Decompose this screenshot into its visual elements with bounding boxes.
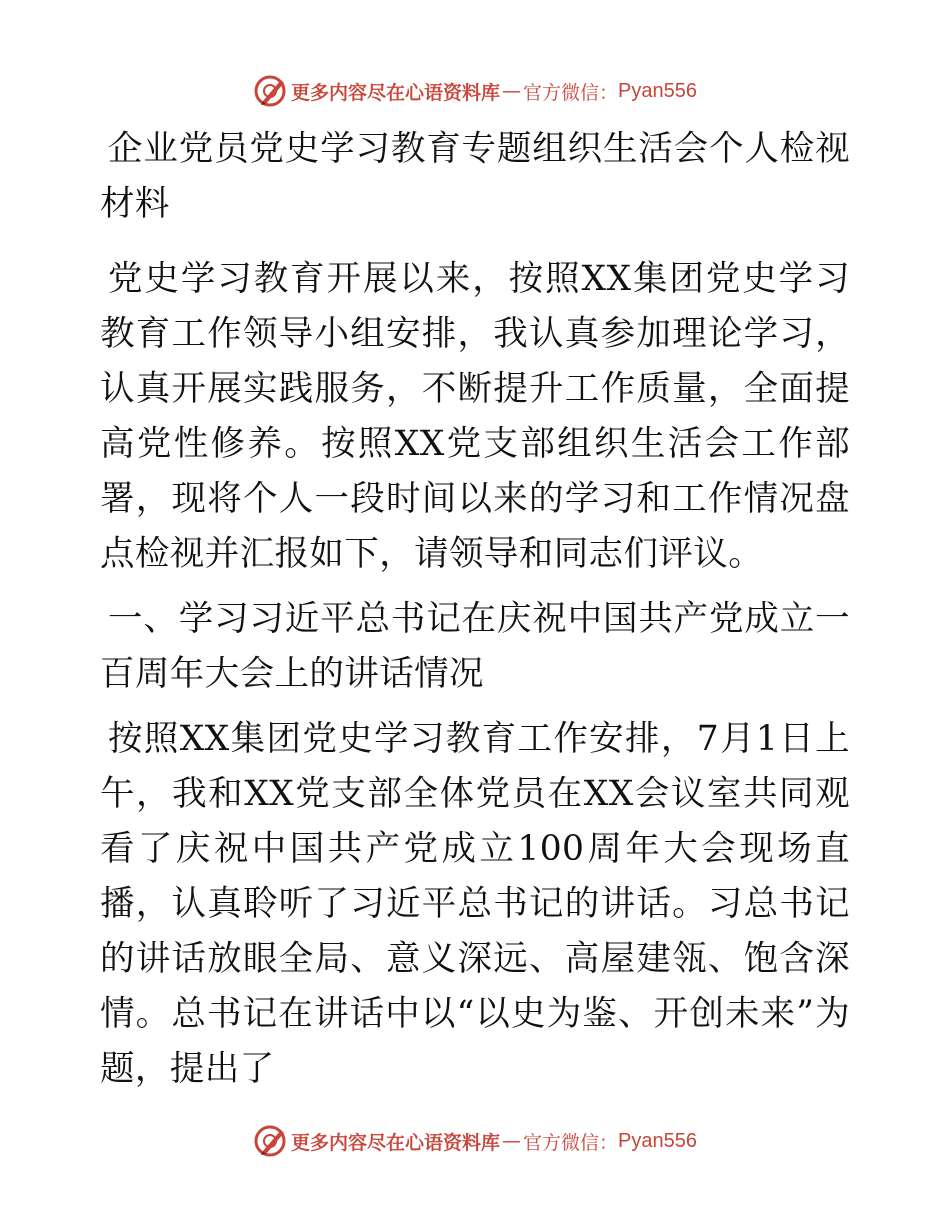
watermark-separator: — — [502, 80, 522, 102]
watermark-wechat-label: 官方微信： — [523, 1131, 619, 1154]
watermark-site-text: 更多内容尽在心语资料库 — [291, 81, 501, 104]
header-watermark-banner — [0, 71, 950, 111]
section-paragraph: 按照XX集团党史学习教育工作安排，7月1日上午，我和XX党支部全体党员在XX会议室共同观看了庆祝中国共产党成立100周年大会现场直播，认真聆听了习近平总书记的讲话。习总书记的讲话放眼全局、意义深远、高屋建瓴、饱含深情。总书记在讲话中以“以史为鉴、开创未来”为题，提出了 — [100, 719, 850, 1089]
watermark-separator: — — [502, 1130, 522, 1152]
document-title: 企业党员党史学习教育专题组织生活会个人检视材料 — [100, 129, 850, 224]
watermark-wechat-id: Pyan556 — [618, 79, 697, 102]
pen-logo-icon — [253, 74, 287, 108]
intro-paragraph: 党史学习教育开展以来，按照XX集团党史学习教育工作领导小组安排，我认真参加理论学习，认真开展实践服务，不断提升工作质量，全面提高党性修养。按照XX党支部组织生活会工作部署，现将个人一段时间以来的学习和工作情况盘点检视并汇报如下，请领导和同志们评议。 — [100, 259, 850, 574]
watermark-site-text: 更多内容尽在心语资料库 — [291, 1131, 501, 1154]
pen-logo-icon — [253, 1124, 287, 1158]
footer-watermark-banner — [0, 1121, 950, 1161]
section-heading: 一、学习习近平总书记在庆祝中国共产党成立一百周年大会上的讲话情况 — [100, 599, 850, 694]
watermark-wechat-id: Pyan556 — [618, 1129, 697, 1152]
watermark-wechat-label: 官方微信： — [523, 81, 619, 104]
document-body — [100, 122, 850, 1107]
